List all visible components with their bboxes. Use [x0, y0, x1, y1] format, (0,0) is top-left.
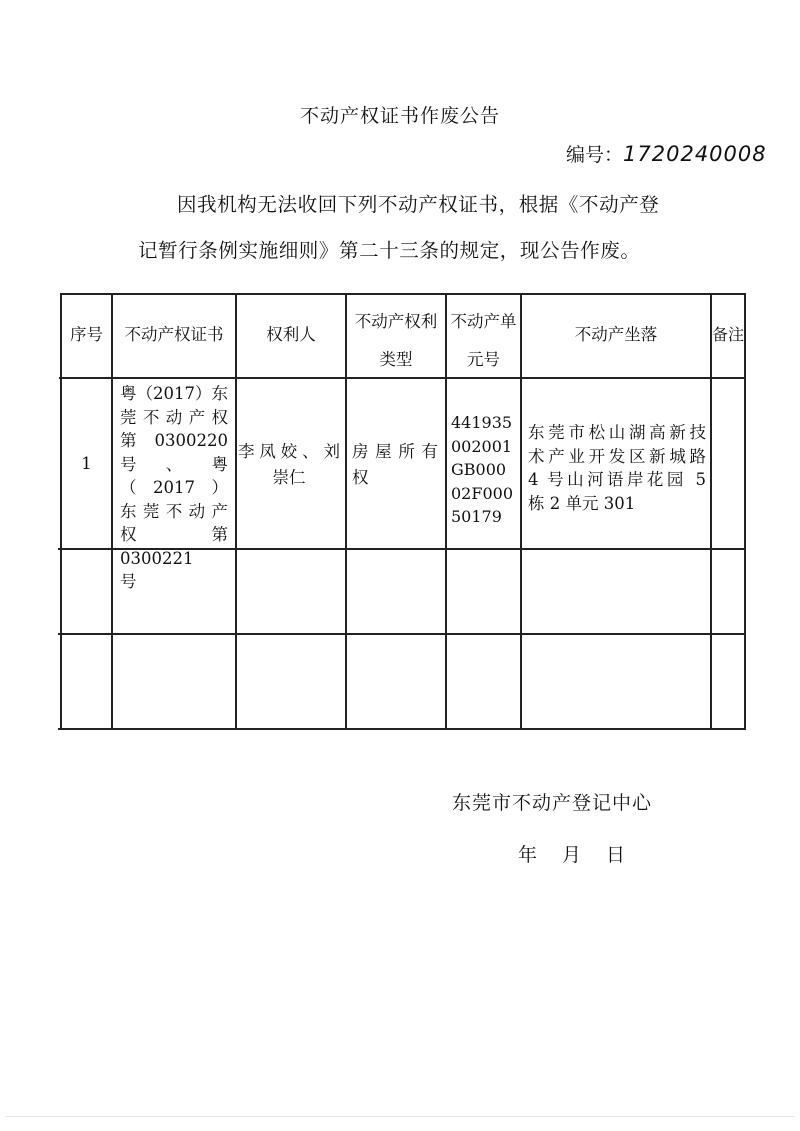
table-cell-holder — [238, 439, 340, 491]
issuing-authority: 东莞市不动产登记中心 — [452, 792, 653, 814]
date-year-label: 年 — [518, 844, 538, 866]
scan-edge-line — [6, 1116, 794, 1117]
header-unit-number-line: 元号 — [467, 350, 500, 369]
table-cell-right-type — [352, 439, 438, 491]
header-holder: 权利人 — [266, 325, 316, 344]
page-title: 不动产权证书作废公告 — [299, 105, 500, 127]
header-seq: 序号 — [70, 325, 103, 344]
document-number-label: 编号： — [566, 144, 624, 166]
holder-line: 李凤姣、刘 — [238, 442, 340, 461]
location-line: 4 号山河语岸花园 5 — [528, 470, 706, 489]
table-border-right — [744, 293, 746, 730]
date-month-label: 月 — [562, 844, 582, 866]
header-certificate: 不动产权证书 — [124, 325, 224, 344]
location-line: 术产业开发区新城路 — [528, 446, 706, 466]
body-line-2: 记暂行条例实施细则》第二十三条的规定，现公告作废。 — [138, 239, 641, 262]
table-cell-location — [528, 421, 706, 515]
header-unit-number-line: 不动产单 — [450, 312, 517, 331]
cert-line: 号 — [120, 572, 137, 591]
document-number — [566, 140, 767, 167]
unit-line: 441935 — [451, 413, 513, 432]
cert-line: 莞不动产权 — [120, 407, 228, 427]
header-unit-number — [447, 303, 520, 379]
cert-line: 第 0300220 — [120, 431, 228, 450]
announcement-body — [138, 182, 678, 274]
location-line: 东莞市松山湖高新技 — [528, 423, 706, 442]
header-right-type-line: 类型 — [379, 350, 413, 369]
table-cell-unit-number — [451, 411, 517, 529]
header-remark: 备注 — [712, 325, 745, 344]
body-line-1: 因我机构无法收回下列不动产权证书，根据《不动产登 — [177, 193, 660, 216]
right-type-line: 权 — [352, 468, 369, 487]
table-cell-remark — [712, 379, 744, 548]
cert-line: 东莞不动产 — [120, 501, 228, 521]
date-line — [518, 840, 625, 867]
header-right-type — [347, 303, 445, 379]
unit-line: 50179 — [451, 507, 502, 526]
holder-line: 崇仁 — [272, 468, 306, 487]
cert-line: 号、粤（2017） — [120, 454, 228, 497]
unit-line: GB000 — [451, 460, 507, 479]
date-day-label: 日 — [606, 844, 626, 866]
document-number-value: 1720240008 — [623, 142, 767, 166]
unit-line: 02F000 — [451, 483, 513, 503]
unit-line: 002001 — [451, 436, 513, 456]
table-cell-certificate — [120, 382, 228, 594]
certificate-table — [58, 293, 746, 730]
cert-line: 权第 0300221 — [120, 525, 228, 568]
header-right-type-line: 不动产权利 — [354, 312, 438, 331]
table-border-bottom — [58, 728, 746, 730]
right-type-line: 房屋所有 — [352, 442, 438, 461]
cert-line: 粤（2017）东 — [120, 384, 228, 403]
table-row-divider — [58, 633, 746, 635]
location-line: 栋 2 单元 301 — [528, 493, 636, 513]
table-cell-seq: 1 — [81, 453, 92, 473]
header-location: 不动产坐落 — [574, 325, 658, 344]
